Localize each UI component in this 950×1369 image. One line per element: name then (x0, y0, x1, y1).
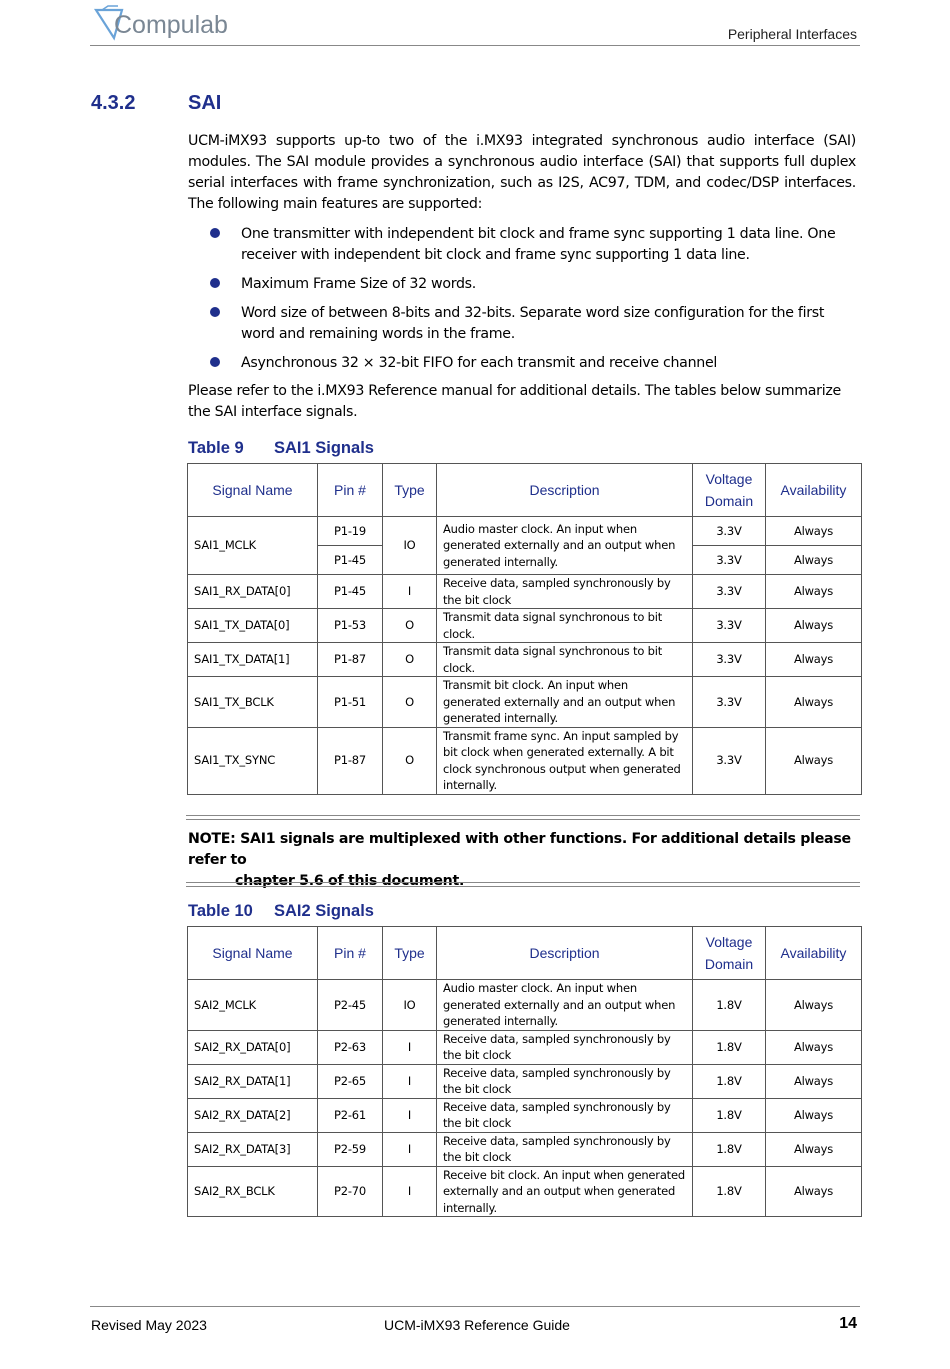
refer-paragraph: Please refer to the i.MX93 Reference manual for additional details. The tables below summarize the SAI interface signals. (188, 383, 841, 420)
list-item: Maximum Frame Size of 32 words. (210, 274, 850, 295)
col-voltage-domain: Voltage Domain (693, 927, 766, 980)
col-availability: Availability (766, 464, 862, 517)
table-row: SAI1_TX_DATA[0] P1-53 O Transmit data signal synchronous to bit clock. 3.3V Always (188, 609, 862, 643)
svg-text:Compulab: Compulab (114, 11, 228, 39)
intro-paragraph: UCM-iMX93 supports up-to two of the i.MX93 integrated synchronous audio interface (SAI) modules. The SAI module provides a synchronous audio interface (SAI) that supports full duplex serial interfaces with frame synchronization, such as I2S, AC97, TDM, and codec/DSP interfaces. The following main features are supported: (188, 133, 856, 212)
table10-sai2-signals (187, 926, 862, 1217)
table-row: SAI1_TX_DATA[1] P1-87 O Transmit data signal synchronous to bit clock. 3.3V Always (188, 643, 862, 677)
table-row: SAI1_TX_BCLK P1-51 O Transmit bit clock. An input when generated externally and an output when generated internally. 3.3V Always (188, 677, 862, 728)
bullet-icon (210, 278, 220, 288)
table-row: SAI2_MCLK P2-45 IO Audio master clock. An input when generated externally and an output when generated internally. 1.8V Always (188, 980, 862, 1031)
footer-revision: Revised May 2023 (91, 1317, 207, 1333)
table-row: SAI2_RX_DATA[1] P2-65 I Receive data, sampled synchronously by the bit clock 1.8V Always (188, 1064, 862, 1098)
list-item: Asynchronous 32 × 32-bit FIFO for each transmit and receive channel (210, 353, 850, 374)
col-availability: Availability (766, 927, 862, 980)
bullet-icon (210, 228, 220, 238)
col-description: Description (437, 927, 693, 980)
col-type: Type (383, 464, 437, 517)
table-row: SAI1_MCLK P1-19 IO Audio master clock. An input when generated externally and an output when generated internally. 3.3V Always (188, 517, 862, 546)
table-header-row (188, 464, 862, 517)
col-pin: Pin # (318, 927, 383, 980)
table-row: P1-45 3.3V Always (188, 546, 862, 575)
header-section-title: Peripheral Interfaces (727, 26, 857, 42)
section-number: 4.3.2 (91, 92, 136, 114)
note-rule-bottom (186, 882, 860, 887)
page-number: 14 (839, 1315, 857, 1332)
col-pin: Pin # (318, 464, 383, 517)
table-row: SAI2_RX_DATA[2] P2-61 I Receive data, sampled synchronously by the bit clock 1.8V Always (188, 1098, 862, 1132)
table10-caption (188, 902, 374, 921)
note-line-1: NOTE: SAI1 signals are multiplexed with other functions. For additional details please refer to (188, 831, 851, 868)
feature-list (210, 224, 850, 382)
compulab-logo-icon (92, 4, 242, 44)
table-row: SAI1_RX_DATA[0] P1-45 I Receive data, sampled synchronously by the bit clock 3.3V Always (188, 575, 862, 609)
table10-number: Table 10 (188, 902, 253, 920)
compulab-logo (92, 4, 242, 44)
table9-sai1-signals (187, 463, 862, 795)
section-title: SAI (188, 92, 222, 114)
col-voltage-domain: Voltage Domain (693, 464, 766, 517)
header-rule (90, 45, 860, 46)
bullet-icon (210, 307, 220, 317)
col-description: Description (437, 464, 693, 517)
footer-doc-title: UCM-iMX93 Reference Guide (384, 1317, 570, 1333)
table-row: SAI2_RX_DATA[0] P2-63 I Receive data, sampled synchronously by the bit clock 1.8V Always (188, 1030, 862, 1064)
table-row: SAI2_RX_DATA[3] P2-59 I Receive data, sampled synchronously by the bit clock 1.8V Always (188, 1132, 862, 1166)
table10-title: SAI2 Signals (274, 902, 374, 920)
col-signal-name: Signal Name (188, 464, 318, 517)
table9-title: SAI1 Signals (274, 439, 374, 457)
table-row: SAI1_TX_SYNC P1-87 O Transmit frame sync. An input sampled by bit clock when generated externally. A bit clock synchronous output when generated internally. 3.3V Always (188, 727, 862, 794)
footer-rule (90, 1306, 860, 1307)
table9-caption (188, 439, 374, 458)
note-line-2: chapter 5.6 of this document. (235, 873, 465, 889)
table-header-row (188, 927, 862, 980)
col-type: Type (383, 927, 437, 980)
table9-number: Table 9 (188, 439, 244, 457)
list-item: One transmitter with independent bit clock and frame sync supporting 1 data line. One receiver with independent bit clock and frame sync supporting 1 data line. (210, 224, 850, 266)
bullet-icon (210, 357, 220, 367)
col-signal-name: Signal Name (188, 927, 318, 980)
note-rule-top (186, 815, 860, 820)
list-item: Word size of between 8-bits and 32-bits. Separate word size configuration for the first word and remaining words in the frame. (210, 303, 850, 345)
table-row: SAI2_RX_BCLK P2-70 I Receive bit clock. An input when generated externally and an output when generated internally. 1.8V Always (188, 1166, 862, 1217)
